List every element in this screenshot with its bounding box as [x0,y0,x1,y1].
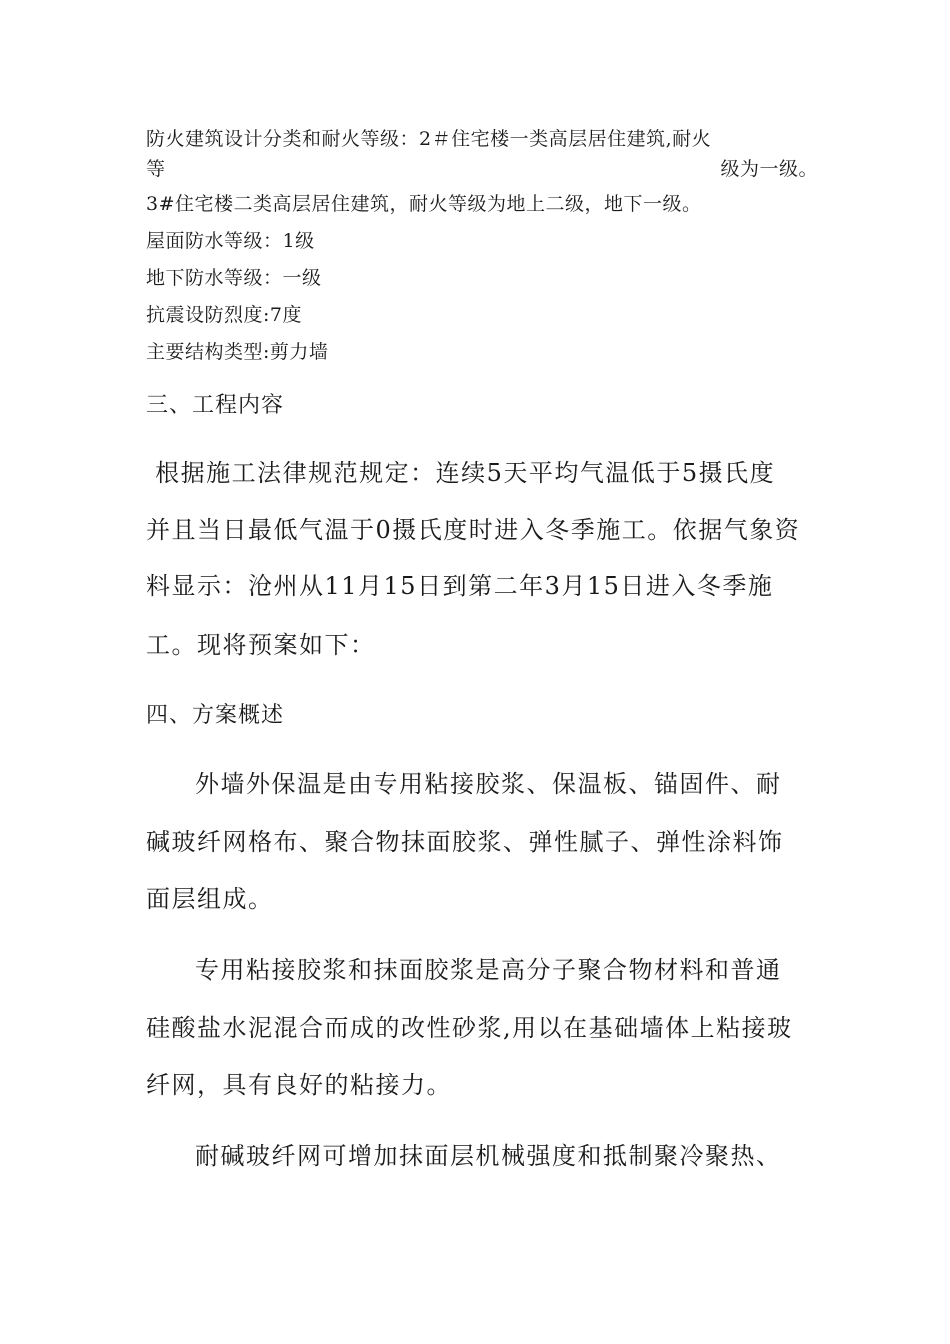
fire-rating-line-2-end: 级为一级。 [720,158,818,180]
fire-rating-line-2-start: 等 [146,158,166,180]
roof-waterproof-grade: 屋面防水等级：1级 [146,230,315,252]
seismic-intensity: 抗震设防烈度:7度 [146,304,302,326]
section-3-heading: 三、工程内容 [146,393,285,418]
section-3-line: 根据施工法律规范规定：连续5天平均气温低于5摄氏度 [146,459,776,487]
section-3-line: 料显示：沧州从11月15日到第二年3月15日进入冬季施 [146,572,774,600]
paragraph-2-line: 硅酸盐水泥混合而成的改性砂浆,用以在基础墙体上粘接玻 [146,1014,793,1042]
section-4-heading: 四、方案概述 [146,703,285,728]
section-3-line: 工。现将预案如下： [146,631,376,659]
underground-waterproof-grade: 地下防水等级：一级 [146,267,322,289]
paragraph-3-line: 耐碱玻纤网可增加抹面层机械强度和抵制聚冷聚热、 [195,1142,782,1170]
fire-rating-line-1: 防火建筑设计分类和耐火等级：2＃住宅楼一类高层居住建筑,耐火 [146,128,712,150]
paragraph-1-line: 面层组成。 [146,885,274,913]
paragraph-2-line: 专用粘接胶浆和抹面胶浆是高分子聚合物材料和普通 [195,956,782,984]
fire-rating-line-3: 3#住宅楼二类高层居住建筑，耐火等级为地上二级，地下一级。 [146,193,702,215]
structure-type: 主要结构类型:剪力墙 [146,341,329,363]
paragraph-1-line: 碱玻纤网格布、聚合物抹面胶浆、弹性腻子、弹性涂料饰 [146,828,784,856]
section-3-line: 并且当日最低气温于0摄氏度时进入冬季施工。依据气象资 [146,516,801,544]
paragraph-1-line: 外墙外保温是由专用粘接胶浆、保温板、锚固件、耐 [195,770,782,798]
paragraph-2-line: 纤网，具有良好的粘接力。 [146,1071,452,1099]
